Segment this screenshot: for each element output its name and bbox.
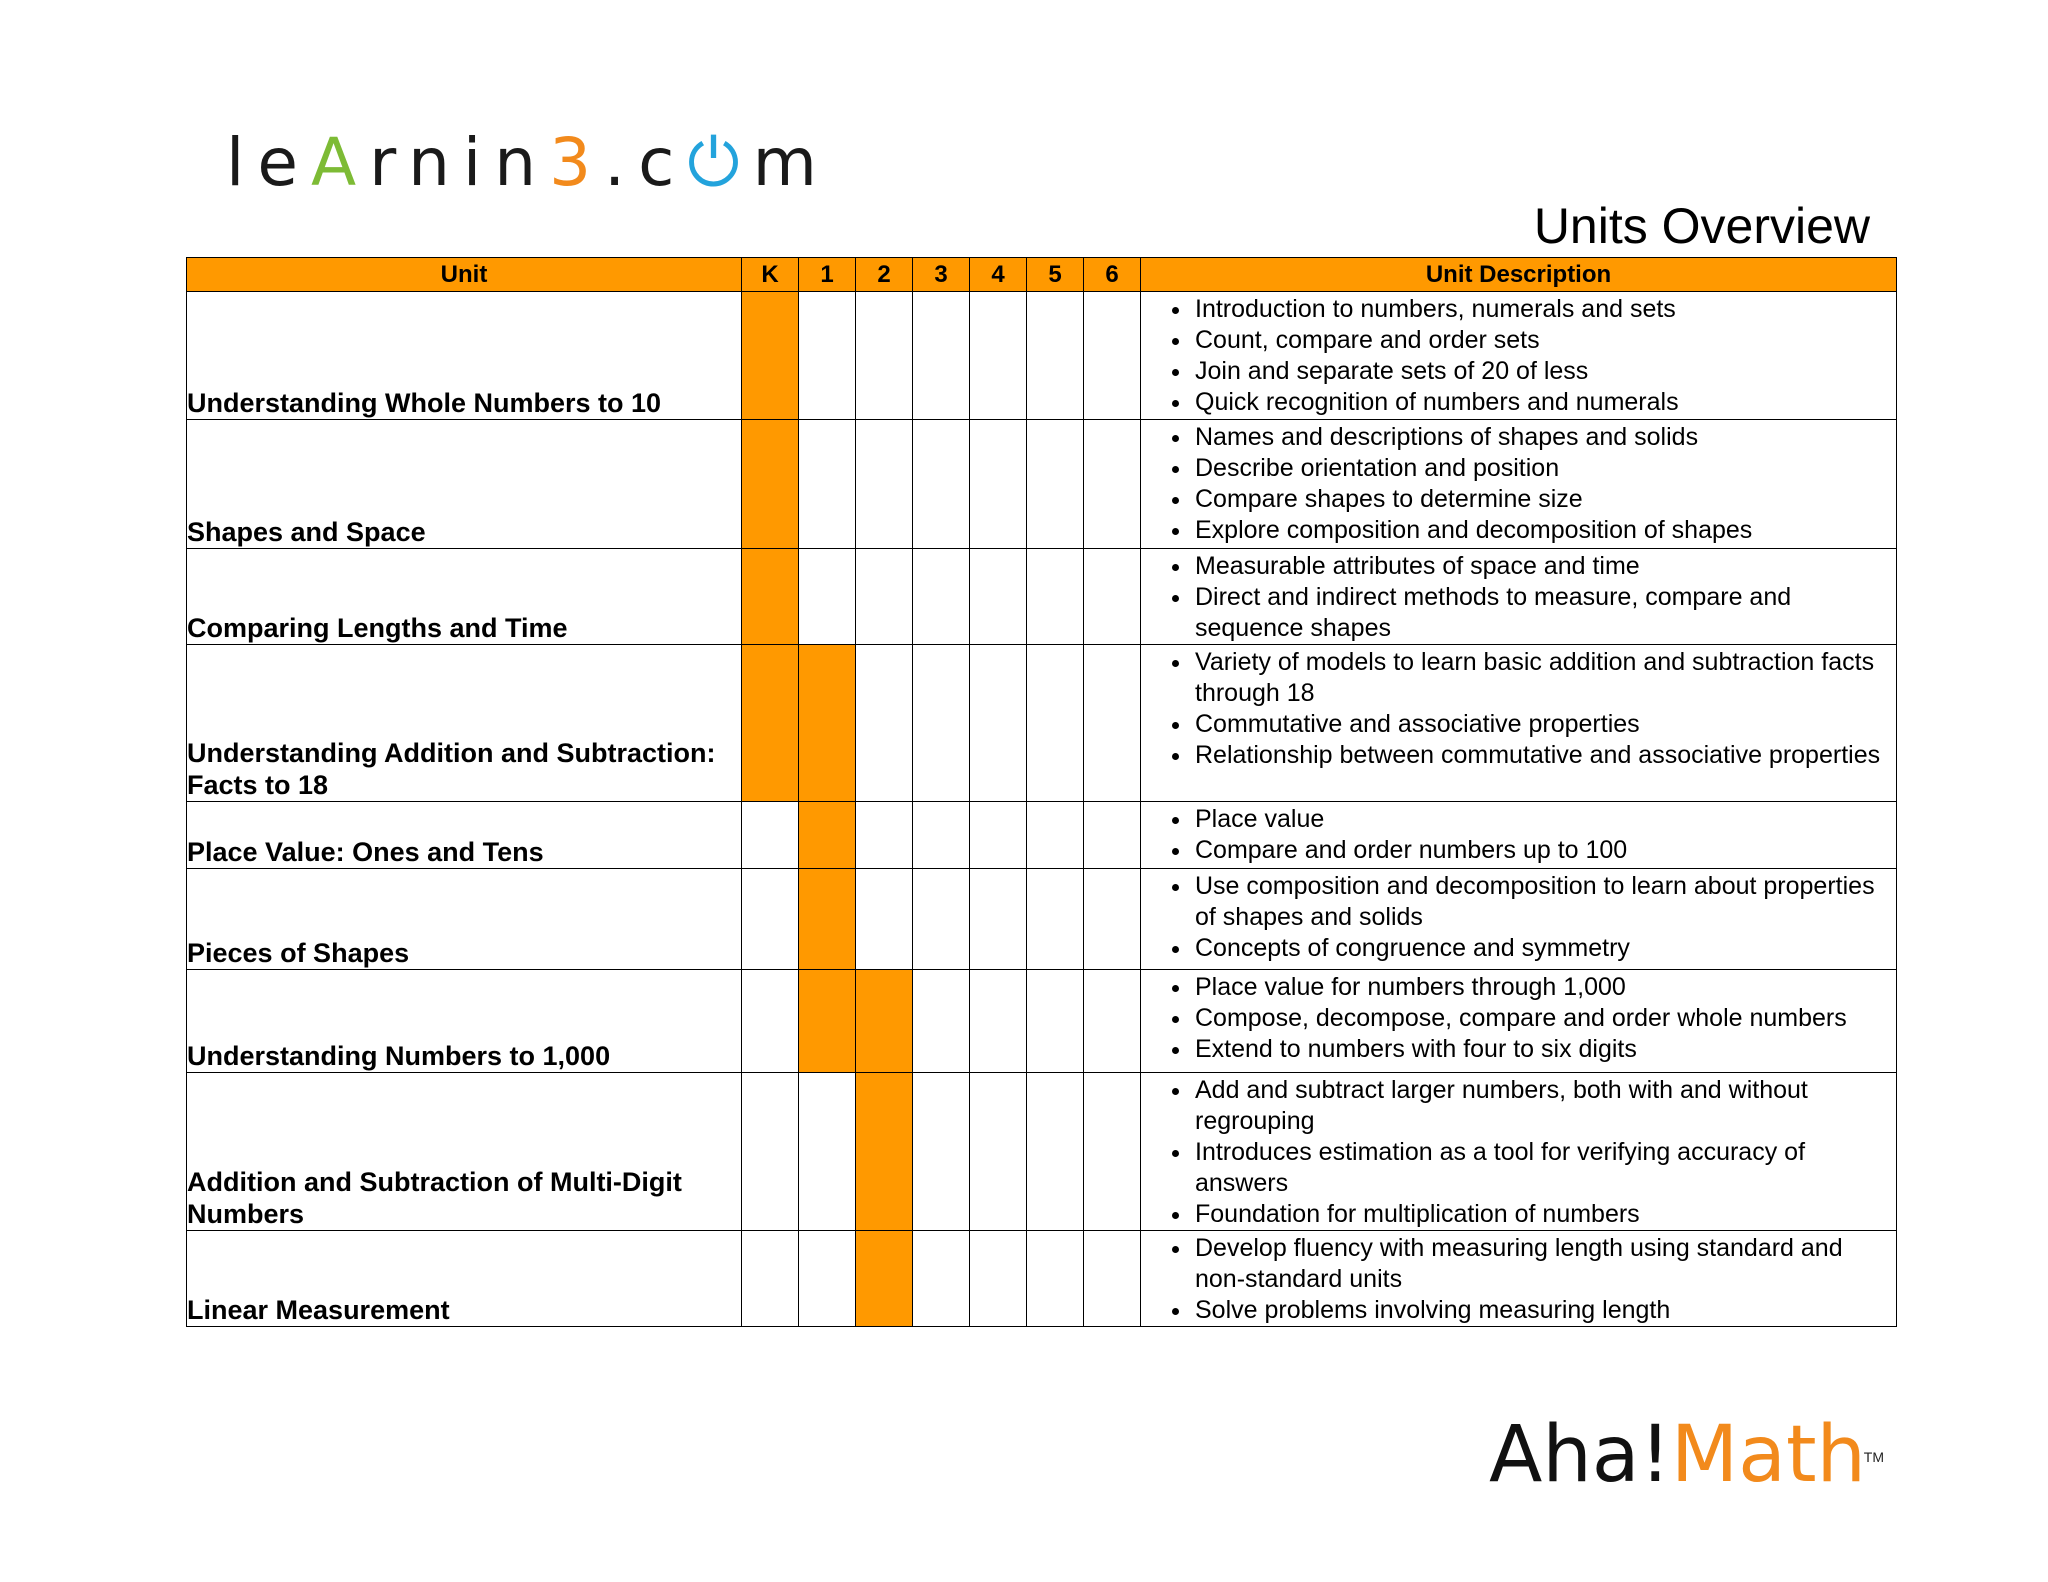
- grade-column-header: K: [742, 258, 799, 292]
- unit-name: Understanding Whole Numbers to 10: [187, 292, 742, 420]
- grade-cell: [742, 970, 799, 1073]
- description-item: • Introduction to numbers, numerals and sets: [1193, 294, 1888, 325]
- description-item: • Solve problems involving measuring length: [1193, 1295, 1888, 1326]
- unit-name: Understanding Addition and Subtraction: Facts to 18: [187, 645, 742, 802]
- grade-cell: [1027, 970, 1084, 1073]
- table-row: [187, 869, 1897, 970]
- description-item: • Quick recognition of numbers and numerals: [1193, 387, 1888, 418]
- table-row: [187, 970, 1897, 1073]
- unit-name: Place Value: Ones and Tens: [187, 802, 742, 869]
- unit-description: [1141, 869, 1897, 970]
- grade-cell: [913, 869, 970, 970]
- description-item: • Extend to numbers with four to six digits: [1193, 1034, 1888, 1065]
- grade-cell: [1084, 1231, 1141, 1327]
- table-row: [187, 549, 1897, 645]
- grade-cell: [799, 549, 856, 645]
- table-row: [187, 645, 1897, 802]
- unit-description: [1141, 292, 1897, 420]
- description-list: [1141, 647, 1896, 771]
- learning-com-logo: leArnin3.c⏻m: [226, 124, 830, 201]
- description-item: • Commutative and associative properties: [1193, 709, 1888, 740]
- grade-cell: [742, 802, 799, 869]
- description-item: • Variety of models to learn basic addition and subtraction facts through 18: [1193, 647, 1888, 709]
- grade-cell: [913, 549, 970, 645]
- grade-column-header: 3: [913, 258, 970, 292]
- grade-cell: [799, 292, 856, 420]
- description-item: • Direct and indirect methods to measure, compare and sequence shapes: [1193, 582, 1888, 644]
- table-row: [187, 1231, 1897, 1327]
- unit-name: Understanding Numbers to 1,000: [187, 970, 742, 1073]
- grade-cell-highlighted: [742, 292, 799, 420]
- grade-cell: [742, 1231, 799, 1327]
- unit-name: Linear Measurement: [187, 1231, 742, 1327]
- description-item: • Foundation for multiplication of numbers: [1193, 1199, 1888, 1230]
- description-item: • Develop fluency with measuring length using standard and non-standard units: [1193, 1233, 1888, 1295]
- grade-cell: [970, 549, 1027, 645]
- grade-cell: [970, 802, 1027, 869]
- description-list: [1141, 1233, 1896, 1326]
- grade-cell: [1084, 1073, 1141, 1231]
- grade-cell: [799, 1073, 856, 1231]
- description-list: [1141, 1075, 1896, 1230]
- grade-cell: [856, 549, 913, 645]
- unit-description: [1141, 1073, 1897, 1231]
- description-list: [1141, 294, 1896, 418]
- grade-column-header: 6: [1084, 258, 1141, 292]
- grade-cell: [1084, 549, 1141, 645]
- grade-cell: [1084, 802, 1141, 869]
- grade-cell: [913, 292, 970, 420]
- aha-math-logo: Aha!Math TM: [1489, 1410, 1884, 1500]
- grade-cell: [970, 645, 1027, 802]
- grade-cell: [1027, 1231, 1084, 1327]
- grade-cell-highlighted: [856, 1231, 913, 1327]
- table-header-row: [187, 258, 1897, 292]
- grade-cell: [1027, 869, 1084, 970]
- grade-cell: [1027, 420, 1084, 549]
- description-item: • Explore composition and decomposition of shapes: [1193, 515, 1888, 546]
- grade-cell: [970, 420, 1027, 549]
- grade-cell-highlighted: [742, 645, 799, 802]
- grade-cell-highlighted: [742, 549, 799, 645]
- unit-name: Shapes and Space: [187, 420, 742, 549]
- table-row: [187, 292, 1897, 420]
- grade-cell-highlighted: [742, 420, 799, 549]
- grade-cell: [1027, 292, 1084, 420]
- grade-cell: [856, 645, 913, 802]
- unit-description: [1141, 549, 1897, 645]
- grade-cell: [856, 802, 913, 869]
- description-item: • Join and separate sets of 20 of less: [1193, 356, 1888, 387]
- description-list: [1141, 972, 1896, 1065]
- unit-description: [1141, 802, 1897, 869]
- grade-cell: [1084, 970, 1141, 1073]
- unit-description: [1141, 645, 1897, 802]
- grade-cell: [970, 1231, 1027, 1327]
- table-row: [187, 420, 1897, 549]
- table-row: [187, 1073, 1897, 1231]
- description-item: • Compare and order numbers up to 100: [1193, 835, 1888, 866]
- grade-cell: [856, 869, 913, 970]
- grade-cell: [1084, 645, 1141, 802]
- unit-description: [1141, 970, 1897, 1073]
- grade-cell: [913, 420, 970, 549]
- grade-cell: [970, 292, 1027, 420]
- description-item: • Relationship between commutative and associative properties: [1193, 740, 1888, 771]
- grade-cell: [970, 1073, 1027, 1231]
- grade-cell: [856, 292, 913, 420]
- description-item: • Names and descriptions of shapes and solids: [1193, 422, 1888, 453]
- grade-cell: [1027, 1073, 1084, 1231]
- grade-cell: [1084, 292, 1141, 420]
- grade-column-header: 5: [1027, 258, 1084, 292]
- grade-cell: [1084, 869, 1141, 970]
- grade-cell: [799, 420, 856, 549]
- table-row: [187, 802, 1897, 869]
- description-item: • Measurable attributes of space and time: [1193, 551, 1888, 582]
- description-list: [1141, 422, 1896, 546]
- unit-name: Comparing Lengths and Time: [187, 549, 742, 645]
- grade-cell: [799, 1231, 856, 1327]
- description-item: • Place value for numbers through 1,000: [1193, 972, 1888, 1003]
- grade-cell: [913, 1231, 970, 1327]
- description-item: • Compare shapes to determine size: [1193, 484, 1888, 515]
- grade-cell: [856, 420, 913, 549]
- grade-column-header: 2: [856, 258, 913, 292]
- grade-cell: [913, 1073, 970, 1231]
- unit-name: Pieces of Shapes: [187, 869, 742, 970]
- grade-cell: [913, 970, 970, 1073]
- description-item: • Compose, decompose, compare and order whole numbers: [1193, 1003, 1888, 1034]
- grade-cell-highlighted: [799, 869, 856, 970]
- grade-cell-highlighted: [799, 970, 856, 1073]
- description-list: [1141, 551, 1896, 644]
- grade-column-header: 4: [970, 258, 1027, 292]
- units-overview-table: [186, 257, 1897, 1327]
- grade-cell: [913, 802, 970, 869]
- grade-cell-highlighted: [799, 802, 856, 869]
- trademark-mark: TM: [1863, 1449, 1884, 1465]
- description-column-header: Unit Description: [1141, 258, 1897, 292]
- grade-cell: [1027, 802, 1084, 869]
- grade-cell: [1027, 549, 1084, 645]
- grade-column-header: 1: [799, 258, 856, 292]
- grade-cell: [913, 645, 970, 802]
- unit-column-header: Unit: [187, 258, 742, 292]
- power-icon: ⏻: [687, 124, 753, 201]
- grade-cell: [742, 869, 799, 970]
- grade-cell: [1027, 645, 1084, 802]
- description-item: • Add and subtract larger numbers, both with and without regrouping: [1193, 1075, 1888, 1137]
- unit-description: [1141, 1231, 1897, 1327]
- description-item: • Use composition and decomposition to learn about properties of shapes and solids: [1193, 871, 1888, 933]
- grade-cell-highlighted: [856, 970, 913, 1073]
- table-body: [187, 292, 1897, 1327]
- description-list: [1141, 871, 1896, 964]
- grade-cell: [970, 869, 1027, 970]
- description-item: • Count, compare and order sets: [1193, 325, 1888, 356]
- grade-cell: [1084, 420, 1141, 549]
- grade-cell: [970, 970, 1027, 1073]
- description-item: • Place value: [1193, 804, 1888, 835]
- grade-cell-highlighted: [856, 1073, 913, 1231]
- description-list: [1141, 804, 1896, 866]
- grade-cell-highlighted: [799, 645, 856, 802]
- description-item: • Introduces estimation as a tool for verifying accuracy of answers: [1193, 1137, 1888, 1199]
- page-title: Units Overview: [1533, 198, 1870, 254]
- description-item: • Describe orientation and position: [1193, 453, 1888, 484]
- description-item: • Concepts of congruence and symmetry: [1193, 933, 1888, 964]
- unit-description: [1141, 420, 1897, 549]
- unit-name: Addition and Subtraction of Multi-Digit Numbers: [187, 1073, 742, 1231]
- grade-cell: [742, 1073, 799, 1231]
